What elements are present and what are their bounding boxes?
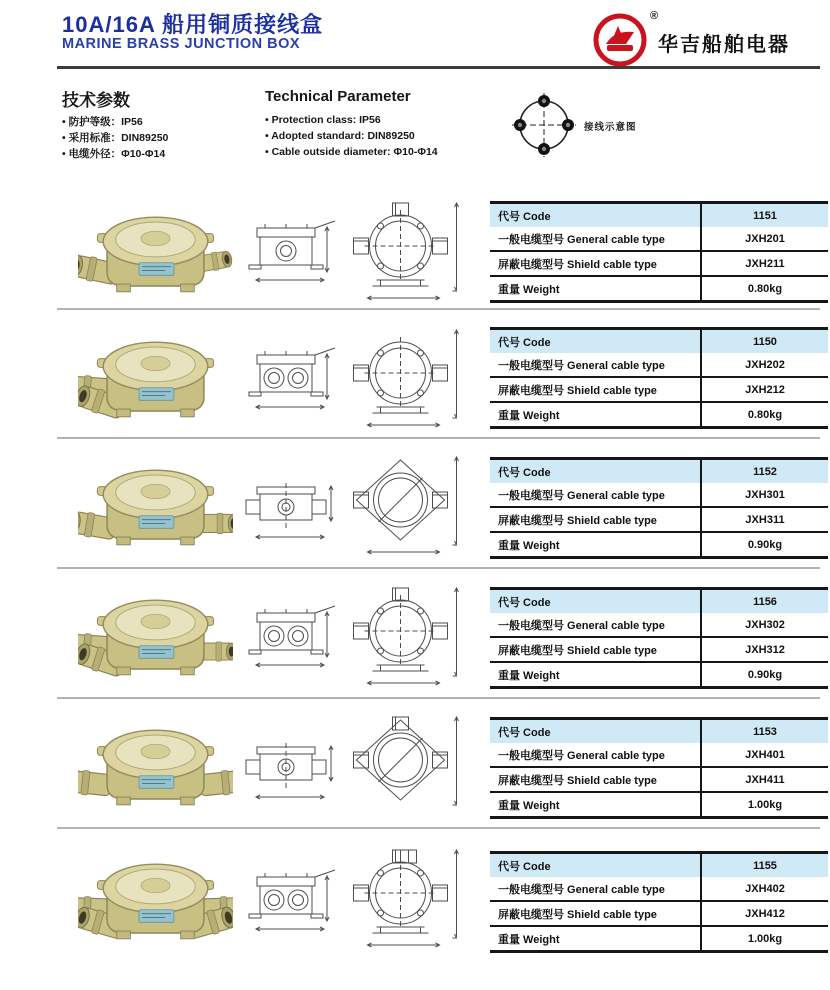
side-view-drawing (243, 218, 343, 292)
spec-value: 0.90kg (701, 662, 828, 688)
spec-label: 重量 Weight (490, 276, 701, 302)
spec-label: 一般电缆型号 General cable type (498, 883, 665, 896)
spec-value: 0.80kg (701, 402, 828, 428)
spec-value: 0.80kg (701, 276, 828, 302)
spec-value: JXH402 (701, 877, 828, 901)
front-view-drawing (342, 583, 467, 687)
spec-value: 1155 (701, 853, 828, 878)
spec-label: 屏蔽电缆型号 Shield cable type (490, 767, 701, 792)
tech-params-heading-en: Technical Parameter (265, 88, 411, 105)
spec-label: 屏蔽电缆型号 Shield cable type (490, 251, 701, 276)
spec-label: 重量 Weight (490, 532, 701, 558)
spec-label: 重量 Weight (490, 402, 701, 428)
tech-param-item: • 防护等级：IP56 (62, 114, 168, 130)
spec-value: JXH302 (701, 613, 828, 637)
side-view-drawing (243, 345, 343, 419)
product-photo (78, 200, 233, 308)
spec-value: JXH202 (701, 353, 828, 377)
product-photo (78, 453, 233, 561)
spec-value: JXH411 (701, 767, 828, 792)
front-view-drawing (342, 325, 467, 429)
spec-value: 1.00kg (701, 926, 828, 952)
brand-logo-icon (592, 8, 654, 68)
wiring-diagram-icon (508, 90, 580, 160)
spec-label: 屏蔽电缆型号 Shield cable type (490, 377, 701, 402)
spec-table (490, 201, 828, 303)
spec-value: 1156 (701, 589, 828, 614)
spec-table (490, 717, 828, 819)
side-view-drawing (243, 735, 343, 809)
spec-label: 重量 Weight (490, 792, 701, 818)
tech-param-item: • Adopted standard: DIN89250 (265, 128, 438, 144)
product-photo (78, 583, 233, 691)
spec-table (490, 587, 828, 689)
spec-table (490, 851, 828, 953)
spec-value: 1.00kg (701, 792, 828, 818)
row-divider (57, 567, 820, 569)
spec-label: 代号 Code (490, 329, 701, 354)
side-view-drawing (243, 475, 343, 549)
wiring-diagram-label: 接线示意图 (584, 122, 637, 133)
tech-param-item: • 电缆外径：Φ10-Φ14 (62, 146, 168, 162)
side-view-drawing (243, 603, 343, 677)
row-divider (57, 308, 820, 310)
spec-label: 一般电缆型号 General cable type (498, 749, 665, 762)
brand-name: 华吉船舶电器 (658, 34, 790, 56)
front-view-drawing (342, 198, 467, 302)
spec-label: 代号 Code (490, 719, 701, 744)
spec-table (490, 327, 828, 429)
spec-label: 屏蔽电缆型号 Shield cable type (490, 901, 701, 926)
front-view-drawing (342, 845, 467, 949)
header-divider (57, 66, 820, 69)
registered-trademark: ® (650, 10, 659, 22)
spec-label: 一般电缆型号 General cable type (498, 359, 665, 372)
spec-value: JXH312 (701, 637, 828, 662)
spec-table (490, 457, 828, 559)
tech-params-list-zh (62, 114, 168, 162)
spec-label: 重量 Weight (490, 662, 701, 688)
spec-label: 一般电缆型号 General cable type (498, 233, 665, 246)
front-view-drawing (342, 712, 467, 816)
spec-value: JXH201 (701, 227, 828, 251)
tech-params-heading-zh: 技术参数 (62, 91, 130, 110)
product-photo (78, 713, 233, 821)
spec-label: 屏蔽电缆型号 Shield cable type (490, 637, 701, 662)
page-title: 10A/16A 船用铜质接线盒 (62, 12, 324, 37)
spec-label: 重量 Weight (490, 926, 701, 952)
tech-param-item: • 采用标准：DIN89250 (62, 130, 168, 146)
spec-value: JXH311 (701, 507, 828, 532)
spec-label: 一般电缆型号 General cable type (498, 489, 665, 502)
row-divider (57, 827, 820, 829)
spec-value: JXH401 (701, 743, 828, 767)
spec-value: 1153 (701, 719, 828, 744)
row-divider (57, 697, 820, 699)
spec-value: 1151 (701, 203, 828, 228)
spec-value: JXH212 (701, 377, 828, 402)
spec-value: 0.90kg (701, 532, 828, 558)
product-photo (78, 847, 233, 955)
spec-label: 屏蔽电缆型号 Shield cable type (490, 507, 701, 532)
spec-value: JXH301 (701, 483, 828, 507)
spec-value: JXH211 (701, 251, 828, 276)
spec-value: 1152 (701, 459, 828, 484)
side-view-drawing (243, 867, 343, 941)
spec-label: 一般电缆型号 General cable type (498, 619, 665, 632)
spec-value: JXH412 (701, 901, 828, 926)
tech-param-item: • Protection class: IP56 (265, 112, 438, 128)
tech-params-list-en (265, 112, 438, 160)
front-view-drawing (342, 452, 467, 556)
row-divider (57, 437, 820, 439)
spec-value: 1150 (701, 329, 828, 354)
page-subtitle: MARINE BRASS JUNCTION BOX (62, 36, 301, 52)
product-photo (78, 325, 233, 433)
spec-label: 代号 Code (490, 853, 701, 878)
spec-label: 代号 Code (490, 589, 701, 614)
tech-param-item: • Cable outside diameter: Φ10-Φ14 (265, 144, 438, 160)
spec-label: 代号 Code (490, 203, 701, 228)
spec-label: 代号 Code (490, 459, 701, 484)
